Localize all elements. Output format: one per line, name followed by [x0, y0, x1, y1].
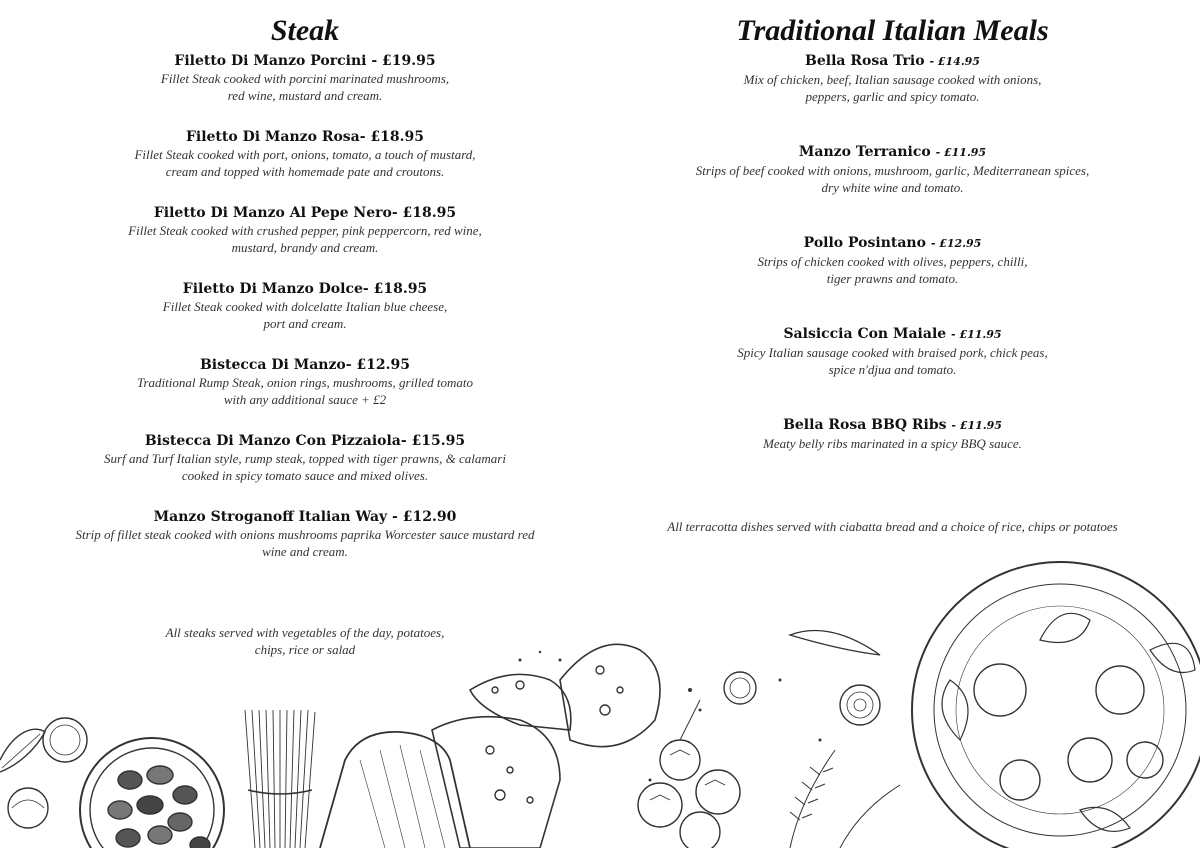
item-price: £18.95 [370, 129, 425, 145]
item-price: £18.95 [402, 205, 457, 221]
item-description: Surf and Turf Italian style, rump steak, topped with tiger prawns, & calamari cooked in spicy tomato sauce and mixed olives. [104, 451, 506, 483]
item-name: Filetto Di Manzo Al Pepe Nero- [153, 205, 403, 221]
item-price: - £14.95 [929, 55, 980, 68]
item-description: Mix of chicken, beef, Italian sausage cooked with onions, peppers, garlic and spicy tomato. [743, 72, 1042, 104]
item-description: Meaty belly ribs marinated in a spicy BBQ sauce. [763, 436, 1022, 451]
bread-loaf-icon [320, 644, 660, 848]
item-name: Bistecca Di Manzo Con Pizzaiola- [144, 433, 412, 449]
pasta-plate-icon [912, 562, 1200, 848]
spice-dots-icon [519, 651, 822, 782]
menu-item [40, 432, 570, 484]
item-description: Strips of beef cooked with onions, mushroom, garlic, Mediterranean spices, dry white wine and tomato. [695, 163, 1090, 195]
item-price: - £11.95 [935, 146, 987, 159]
item-price: - £12.95 [930, 237, 982, 250]
item-description: Spicy Italian sausage cooked with braised pork, chick peas, spice n'djua and tomato. [737, 345, 1048, 377]
item-name: Salsiccia Con Maiale [783, 326, 952, 342]
item-price: - £11.95 [951, 419, 1002, 432]
menu-item [40, 356, 570, 408]
menu-item [640, 234, 1145, 287]
item-name: Filetto Di Manzo Rosa- [185, 129, 371, 145]
menu-item [640, 52, 1145, 105]
arugula-leaf-icon [790, 631, 880, 656]
menu-item [40, 204, 570, 256]
item-name: Bistecca Di Manzo- [199, 357, 357, 373]
item-description: Traditional Rump Steak, onion rings, mushrooms, grilled tomato with any additional sauce + £2 [136, 375, 474, 407]
menu-item [40, 128, 570, 180]
item-description: Fillet Steak cooked with dolcelatte Italian blue cheese, port and cream. [162, 299, 448, 331]
steak-heading: Steak [270, 14, 340, 47]
traditional-heading: Traditional Italian Meals [736, 14, 1049, 47]
item-name: Pollo Posintano [803, 235, 931, 251]
rosemary-icon [790, 750, 900, 848]
steak-footnote: All steaks served with vegetables of the day, potatoes, chips, rice or salad [165, 625, 445, 657]
item-description: Fillet Steak cooked with porcini marinated mushrooms, red wine, mustard and cream. [160, 71, 450, 103]
item-price: £15.95 [411, 433, 466, 449]
spaghetti-icon [245, 710, 315, 848]
olive-bowl-icon [80, 738, 224, 848]
item-description: Strips of chicken cooked with olives, peppers, chilli, tiger prawns and tomato. [757, 254, 1028, 286]
item-name: Manzo Stroganoff Italian Way - [153, 509, 403, 525]
item-price: £19.95 [382, 53, 436, 69]
item-name: Bella Rosa Trio [805, 53, 930, 69]
menu-item [40, 52, 570, 104]
menu-item [40, 508, 570, 560]
item-description: Fillet Steak cooked with crushed pepper, pink peppercorn, red wine, mustard, brandy and cream. [128, 223, 482, 255]
traditional-footnote: All terracotta dishes served with ciabatta bread and a choice of rice, chips or potatoes [667, 519, 1118, 534]
item-description: Strip of fillet steak cooked with onions mushrooms paprika Worcester sauce mustard red wine and cream. [75, 527, 535, 559]
food-illustrations [0, 560, 1200, 848]
menu-item [640, 416, 1145, 452]
item-price: £12.90 [402, 509, 457, 525]
item-name: Manzo Terranico [798, 144, 936, 160]
traditional-section [640, 0, 1145, 535]
item-price: £12.95 [356, 357, 411, 373]
menu-item [640, 143, 1145, 196]
item-name: Bella Rosa BBQ Ribs [783, 417, 952, 433]
onion-icon [724, 672, 880, 725]
menu-item [40, 280, 570, 332]
item-price: - £11.95 [951, 328, 1002, 341]
item-name: Filetto Di Manzo Dolce- [182, 281, 374, 297]
menu-item [640, 325, 1145, 378]
item-price: £18.95 [373, 281, 428, 297]
item-name: Filetto Di Manzo Porcini - [174, 53, 383, 69]
item-description: Fillet Steak cooked with port, onions, tomato, a touch of mustard, cream and topped with homemade pate and croutons. [134, 147, 476, 179]
